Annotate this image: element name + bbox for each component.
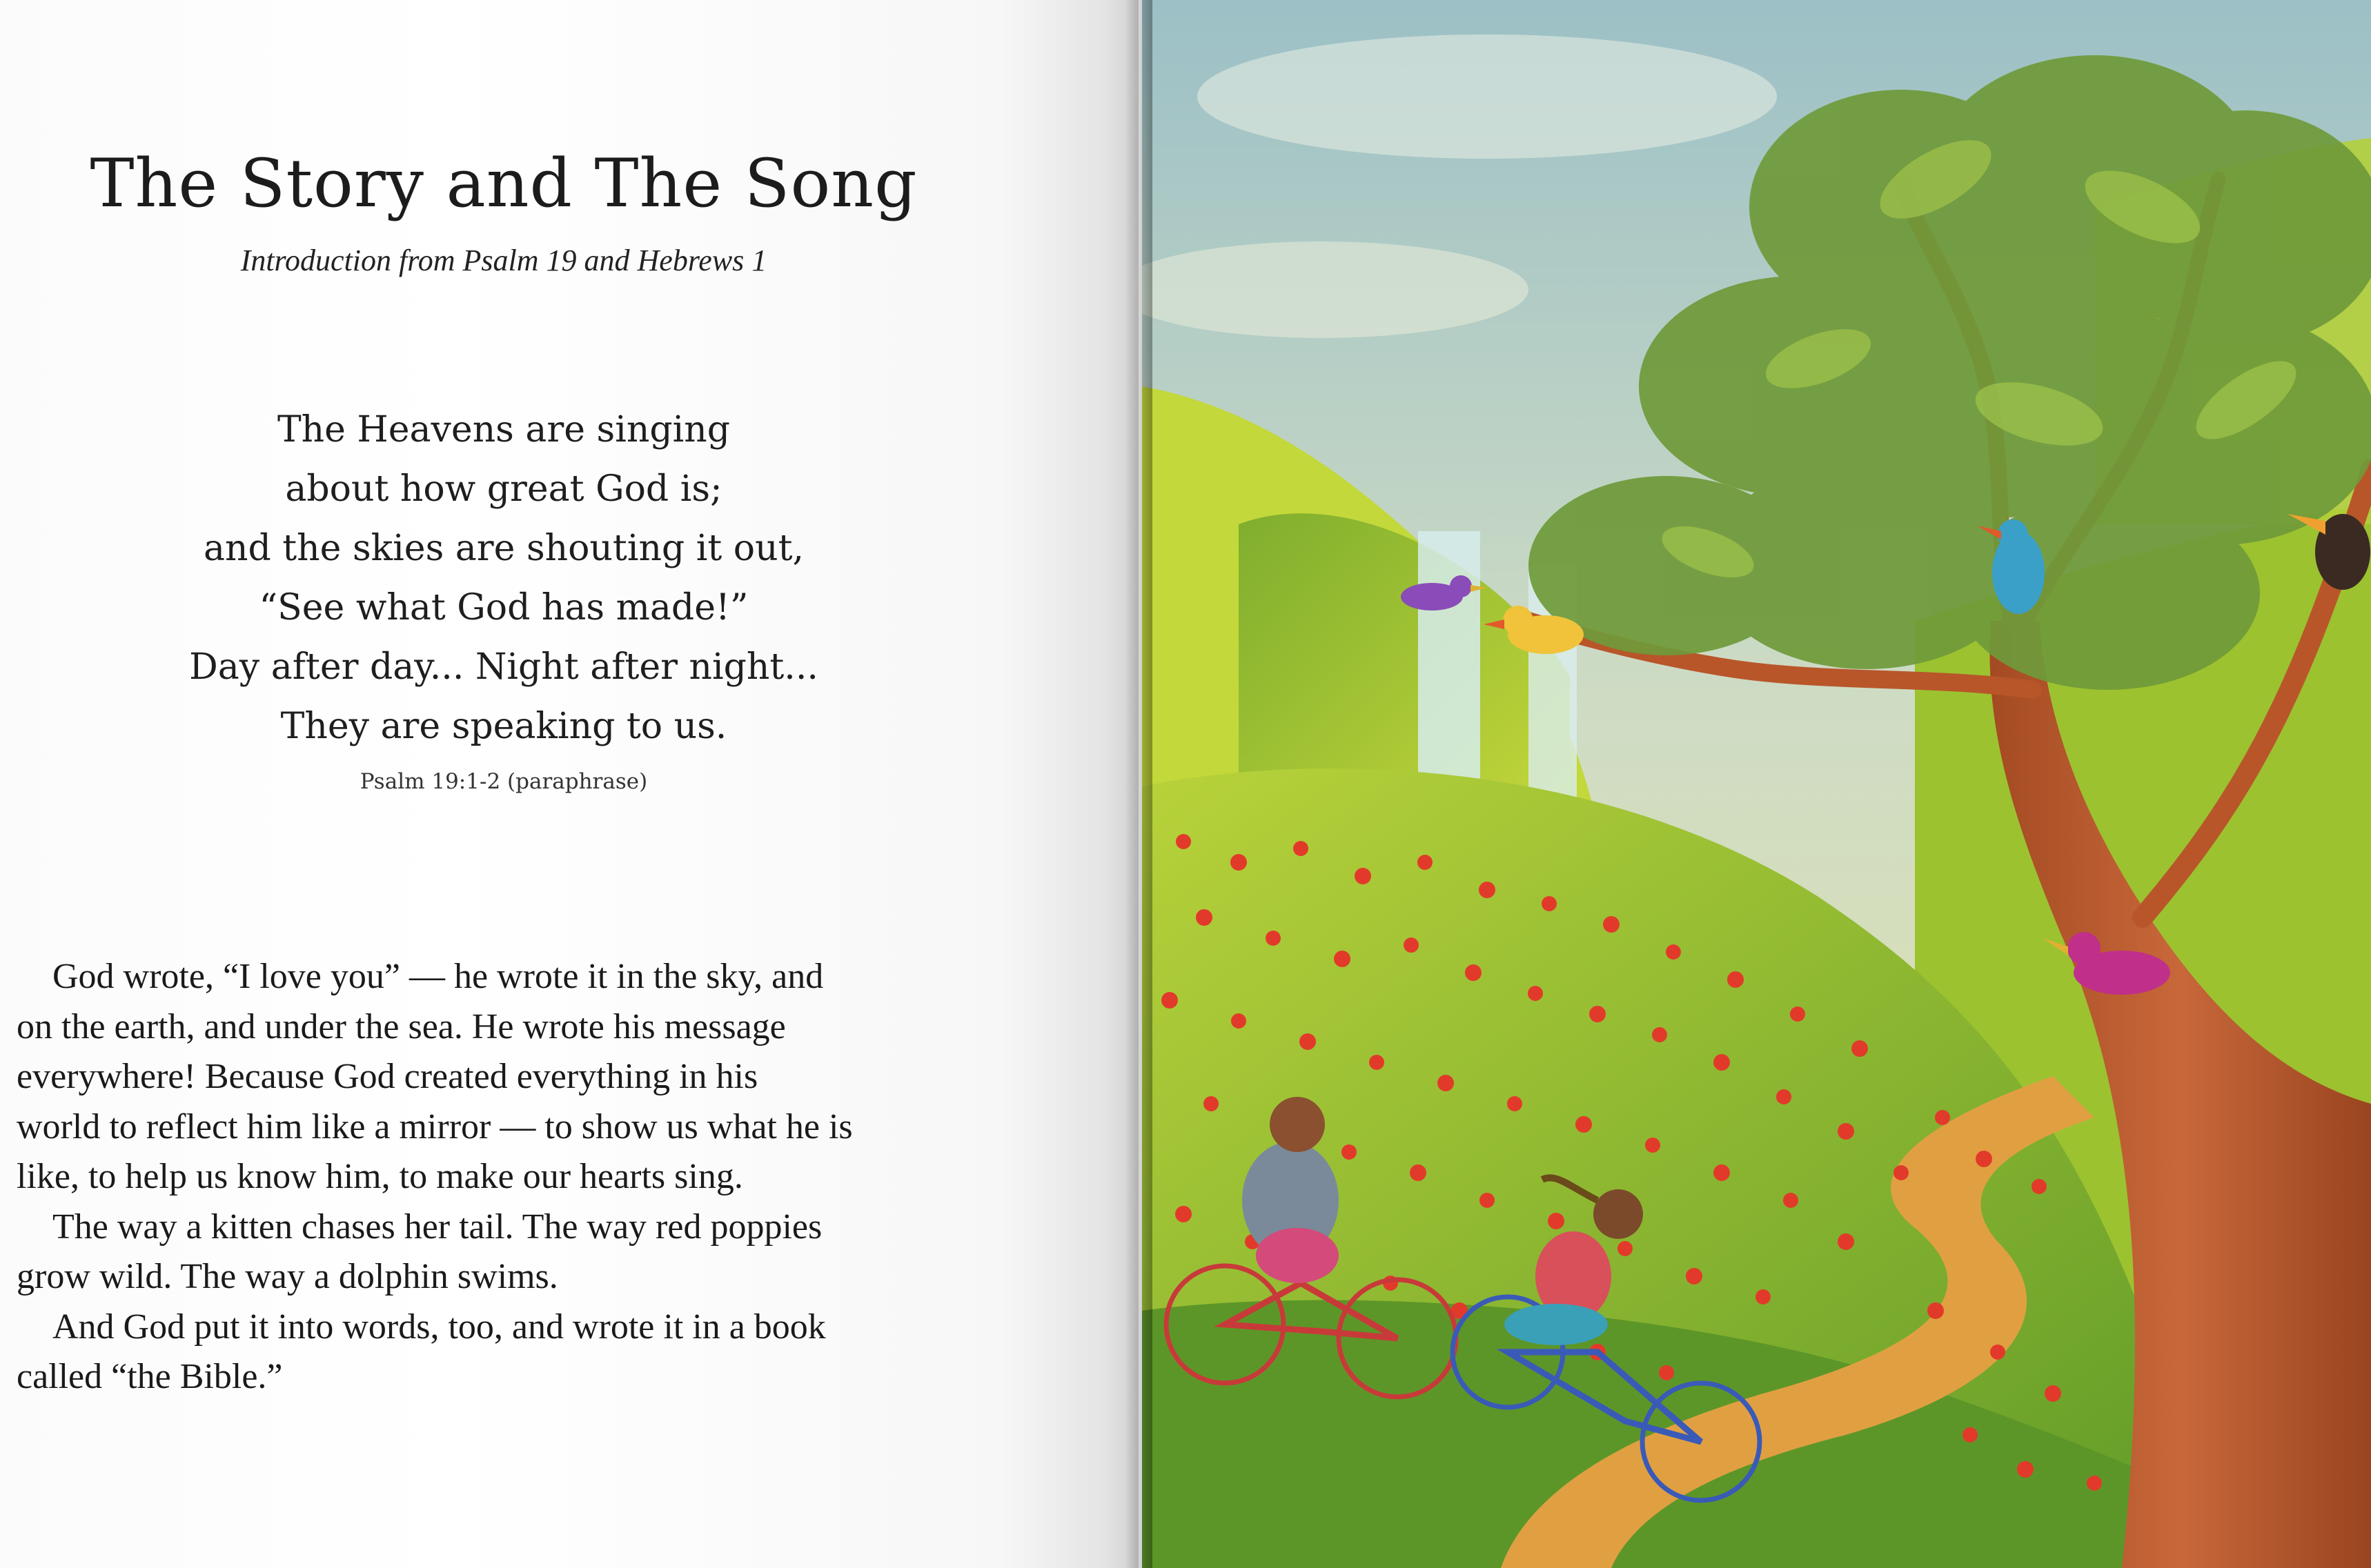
page-title: The Story and The Song	[90, 145, 918, 222]
body-line: on the earth, and under the sea. He wrote his message	[17, 1006, 786, 1046]
book-gutter	[1125, 0, 1152, 1568]
left-page	[0, 0, 1139, 1568]
page-subtitle: Introduction from Psalm 19 and Hebrews 1	[240, 244, 767, 277]
illustration-page	[1142, 0, 2371, 1568]
body-line: grow wild. The way a dolphin swims.	[17, 1257, 558, 1296]
body-line: The way a kitten chases her tail. The way red poppies	[52, 1207, 823, 1247]
poem-line: about how great God is;	[285, 468, 722, 510]
body-line: God wrote, “I love you” — he wrote it in the sky, and	[52, 957, 824, 996]
body-line: like, to help us know him, to make our hearts sing.	[17, 1157, 743, 1196]
poem-line: “See what God has made!”	[259, 587, 749, 628]
poem	[0, 400, 1007, 756]
body-line: called “the Bible.”	[17, 1357, 283, 1396]
illustration	[1142, 0, 2371, 1568]
poem-line: The Heavens are singing	[277, 409, 731, 450]
body-line: everywhere! Because God created everything in his	[17, 1057, 758, 1096]
poem-line: and the skies are shouting it out,	[203, 528, 805, 569]
body-line: world to reflect him like a mirror — to show us what he is	[17, 1106, 853, 1147]
poem-reference: Psalm 19:1-2 (paraphrase)	[360, 769, 648, 794]
body-text	[17, 952, 996, 1402]
poem-line: Day after day... Night after night...	[189, 646, 818, 688]
cloud	[1197, 34, 1777, 159]
body-line: And God put it into words, too, and wrote it in a book	[52, 1307, 826, 1347]
poem-line: They are speaking to us.	[280, 706, 727, 747]
